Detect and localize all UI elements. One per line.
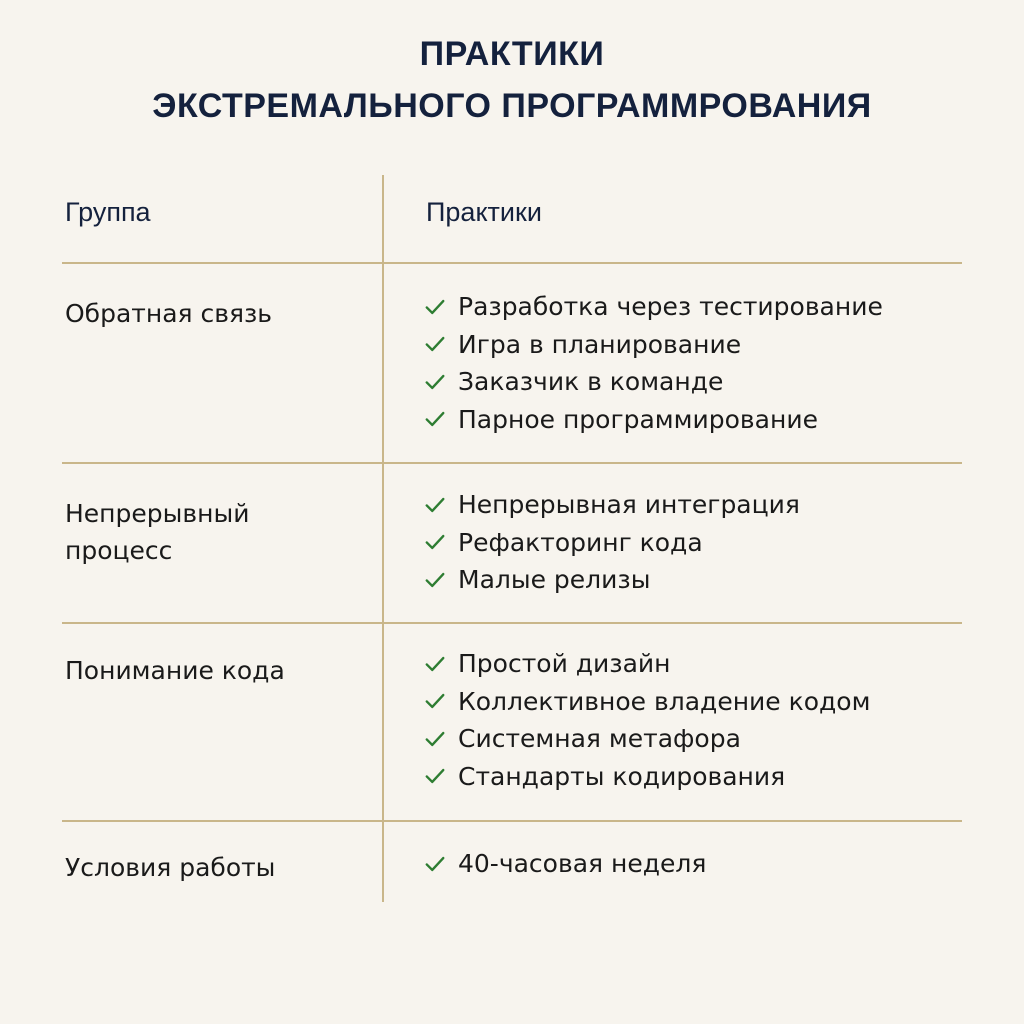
list-item [424,720,944,758]
list-item [424,326,944,364]
check-icon [424,853,446,875]
group-cell: Условия работы [65,853,276,882]
practice-label: Игра в планирование [458,329,742,359]
row-divider [62,622,962,624]
list-item [424,645,944,683]
check-icon [424,296,446,318]
practice-label: Парное программирование [458,404,818,434]
practice-label: Простой дизайн [458,649,671,679]
list-item [424,845,944,883]
practice-label: Непрерывная интеграция [458,490,800,520]
check-icon [424,690,446,712]
practice-label: Заказчик в команде [458,367,724,397]
group-cell: Непрерывный процесс [65,499,250,565]
practices-cell [424,845,944,883]
practice-label: 40-часовая неделя [458,849,707,879]
practice-label: Малые релизы [458,565,651,595]
group-cell: Понимание кода [65,656,285,685]
row-divider [62,462,962,464]
list-item [424,288,944,326]
list-item [424,486,944,524]
check-icon [424,653,446,675]
practices-cell [424,486,944,599]
list-item [424,561,944,599]
practices-cell [424,288,944,438]
practice-label: Стандарты кодирования [458,761,786,791]
check-icon [424,408,446,430]
list-item [424,683,944,721]
practice-label: Системная метафора [458,724,741,754]
header-group: Группа [65,197,151,227]
check-icon [424,333,446,355]
row-divider [62,820,962,822]
list-item [424,401,944,439]
practice-label: Разработка через тестирование [458,292,883,322]
column-divider [382,175,384,902]
title-line-2: ЭКСТРЕМАЛЬНОГО ПРОГРАММРОВАНИЯ [152,87,872,125]
header-practices: Практики [426,197,542,227]
header-divider [62,262,962,264]
check-icon [424,531,446,553]
list-item [424,758,944,796]
check-icon [424,765,446,787]
list-item [424,524,944,562]
practice-label: Рефакторинг кода [458,527,703,557]
list-item [424,363,944,401]
check-icon [424,728,446,750]
check-icon [424,494,446,516]
group-cell: Обратная связь [65,299,273,328]
title-line-1: ПРАКТИКИ [419,35,605,73]
page-title [0,28,1024,132]
check-icon [424,371,446,393]
practices-cell [424,645,944,795]
check-icon [424,569,446,591]
practice-label: Коллективное владение кодом [458,686,871,716]
practices-table [62,175,962,902]
